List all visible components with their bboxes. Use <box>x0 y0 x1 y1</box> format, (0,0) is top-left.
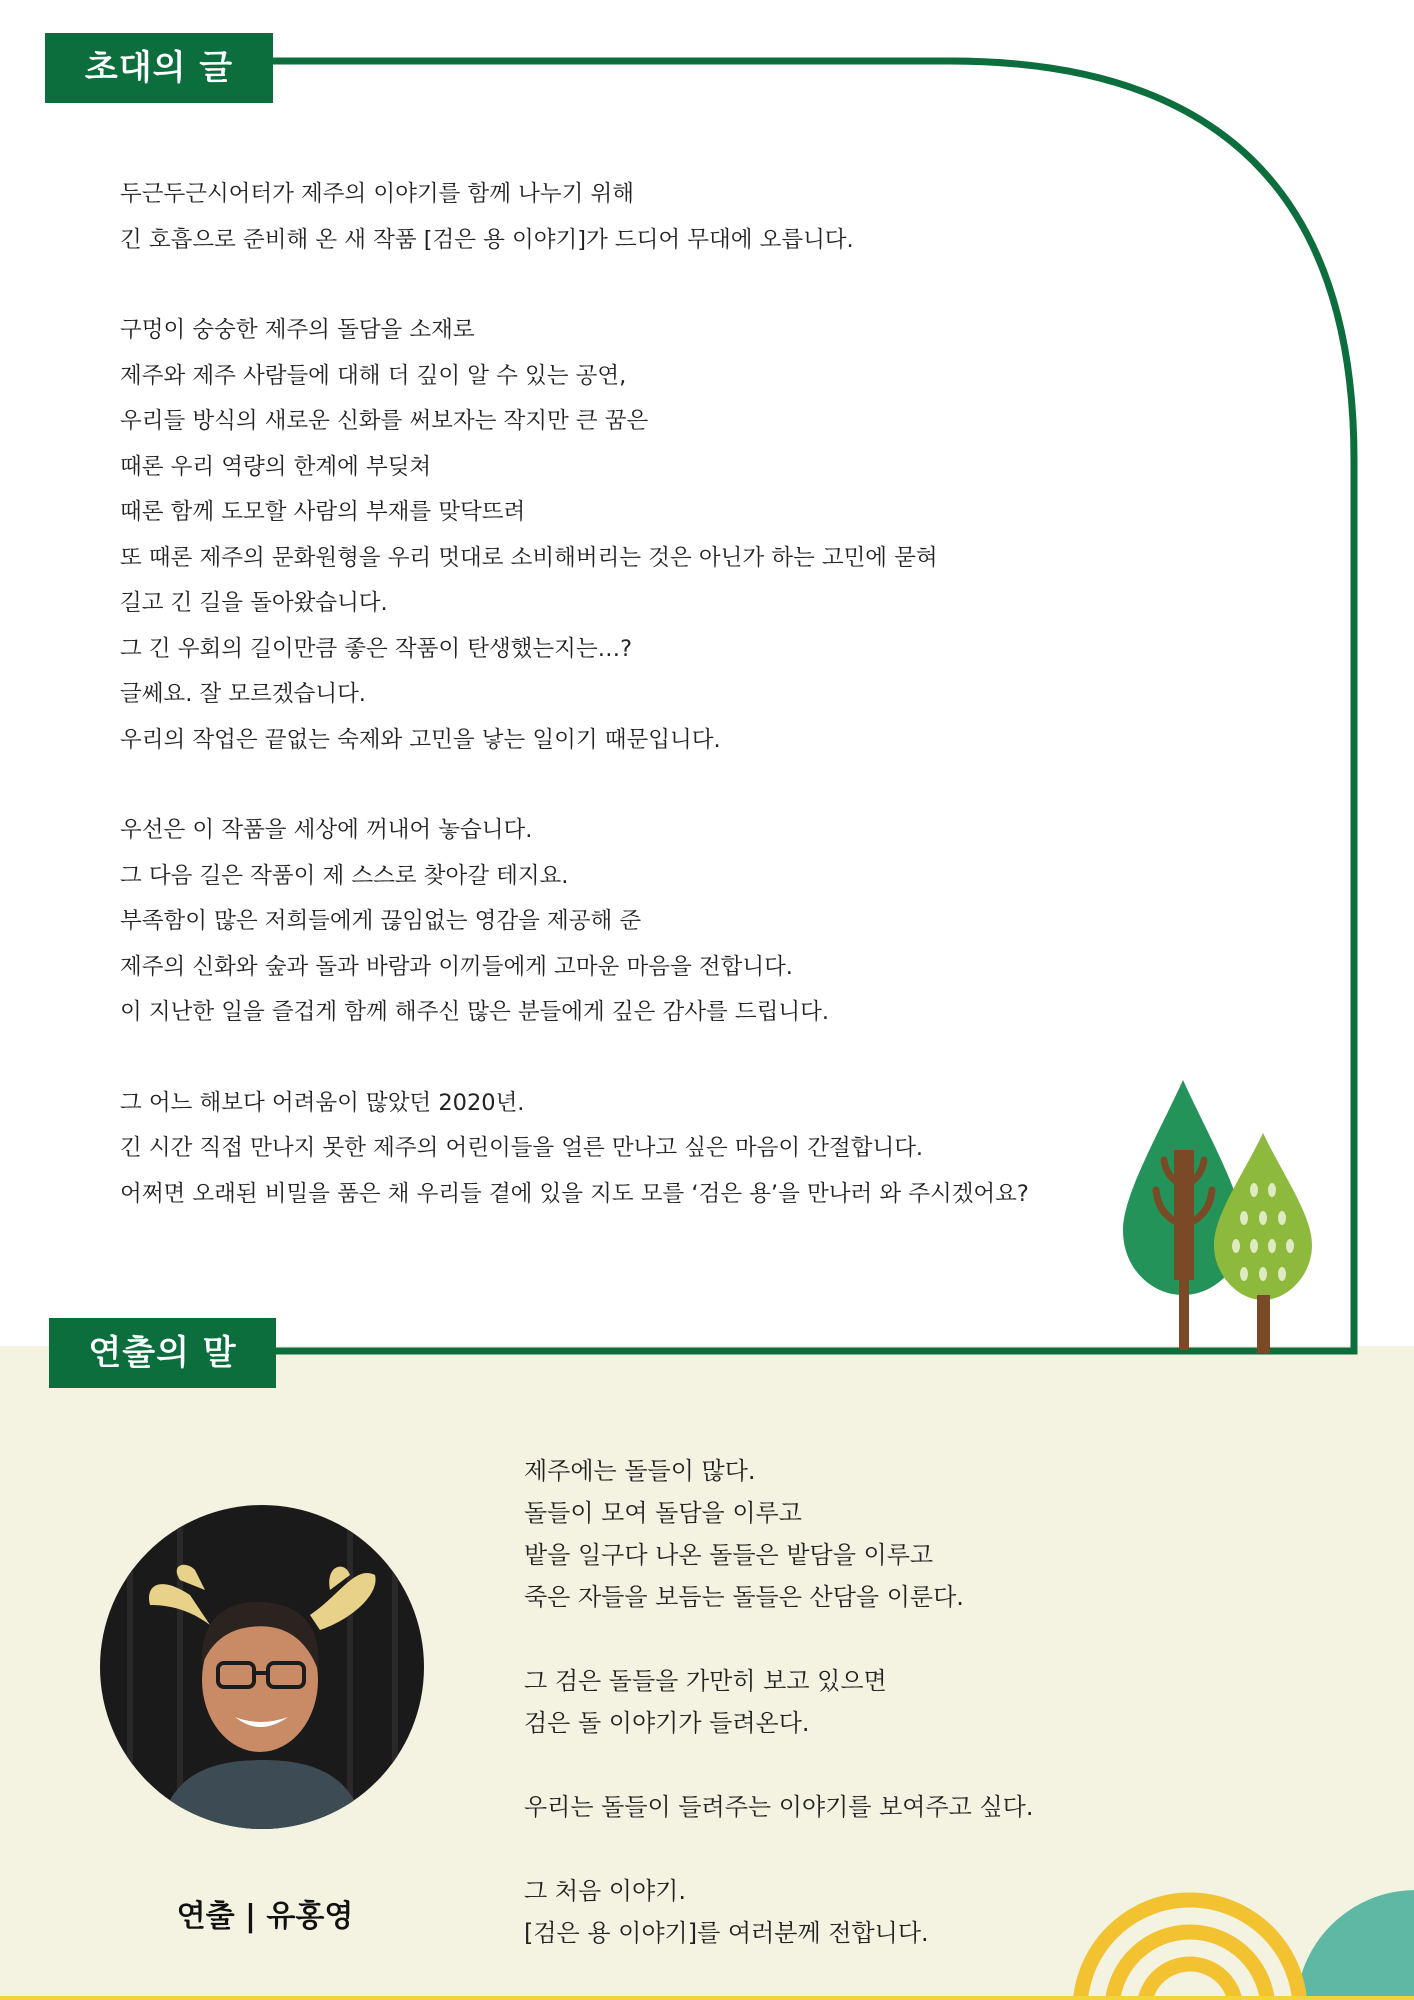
text-line: 죽은 자들을 보듬는 돌들은 산담을 이룬다. <box>524 1583 964 1611</box>
paragraph <box>524 1786 1224 1828</box>
text-line: 우리들 방식의 새로운 신화를 써보자는 작지만 큰 꿈은 <box>120 408 649 434</box>
text-line: 글쎄요. 잘 모르겠습니다. <box>120 681 366 707</box>
text-line: 어쩌면 오래된 비밀을 품은 채 우리들 곁에 있을 지도 모를 ‘검은 용’을 만나러 와 주시겠어요? <box>120 1180 1029 1207</box>
text-line: 그 처음 이야기. <box>524 1877 686 1905</box>
text-line: 긴 호흡으로 준비해 온 새 작품 [검은 용 이야기]가 드디어 무대에 오릅니다. <box>120 226 854 253</box>
text-line: 돌들이 모여 돌담을 이루고 <box>524 1499 802 1527</box>
text-line: 길고 긴 길을 돌아왔습니다. <box>120 590 388 616</box>
text-line: 그 다음 길은 작품이 제 스스로 찾아갈 테지요. <box>120 862 569 889</box>
paragraph <box>120 172 1120 263</box>
text-line: 검은 돌 이야기가 들려온다. <box>524 1709 810 1737</box>
text-line: 밭을 일구다 나온 돌들은 밭담을 이루고 <box>524 1541 934 1569</box>
text-line: 때론 우리 역량의 한계에 부딪쳐 <box>120 453 432 480</box>
paragraph <box>120 1081 1120 1218</box>
text-line: 제주의 신화와 숲과 돌과 바람과 이끼들에게 고마운 마음을 전합니다. <box>120 953 793 980</box>
text-line: 우리의 작업은 끝없는 숙제와 고민을 낳는 일이기 때문입니다. <box>120 726 721 753</box>
text-line: 때론 함께 도모할 사람의 부재를 맞닥뜨려 <box>120 499 526 525</box>
director-credit: 연출 | 유홍영 <box>176 1899 354 1934</box>
text-line: [검은 용 이야기]를 여러분께 전합니다. <box>524 1919 929 1947</box>
text-line: 우선은 이 작품을 세상에 꺼내어 놓습니다. <box>120 817 533 843</box>
bottom-accent-strip <box>0 1996 1414 2000</box>
invite-section-title: 초대의 글 <box>45 33 273 103</box>
paragraph <box>120 808 1120 1036</box>
text-line: 부족함이 많은 저희들에게 끊임없는 영감을 제공해 준 <box>120 908 642 934</box>
paragraph <box>524 1450 1224 1618</box>
text-line: 그 검은 돌들을 가만히 보고 있으면 <box>524 1667 887 1695</box>
text-line: 긴 시간 직접 만나지 못한 제주의 어린이들을 얼른 만나고 싶은 마음이 간절합니다. <box>120 1135 924 1161</box>
text-line: 제주와 제주 사람들에 대해 더 깊이 알 수 있는 공연, <box>120 362 627 389</box>
text-line: 그 긴 우회의 길이만큼 좋은 작품이 탄생했는지는…? <box>120 635 633 662</box>
text-line: 제주에는 돌들이 많다. <box>524 1457 756 1485</box>
invite-letter <box>120 172 1120 1262</box>
text-line: 구멍이 숭숭한 제주의 돌담을 소재로 <box>120 317 475 343</box>
director-section-title: 연출의 말 <box>49 1318 276 1388</box>
text-line: 두근두근시어터가 제주의 이야기를 함께 나누기 위해 <box>120 181 634 207</box>
text-line: 우리는 돌들이 들려주는 이야기를 보여주고 싶다. <box>524 1793 1034 1821</box>
text-line: 그 어느 해보다 어려움이 많았던 2020년. <box>120 1089 525 1116</box>
text-line: 이 지난한 일을 즐겁게 함께 해주신 많은 분들에게 깊은 감사를 드립니다. <box>120 999 829 1025</box>
concentric-arcs-icon <box>1060 1840 1414 2000</box>
paragraph <box>524 1660 1224 1744</box>
paragraph <box>120 308 1120 763</box>
director-photo <box>100 1505 424 1829</box>
text-line: 또 때론 제주의 문화원형을 우리 멋대로 소비해버리는 것은 아닌가 하는 고민에 묻혀 <box>120 544 938 571</box>
tree-illustration-icon <box>1118 1075 1318 1355</box>
